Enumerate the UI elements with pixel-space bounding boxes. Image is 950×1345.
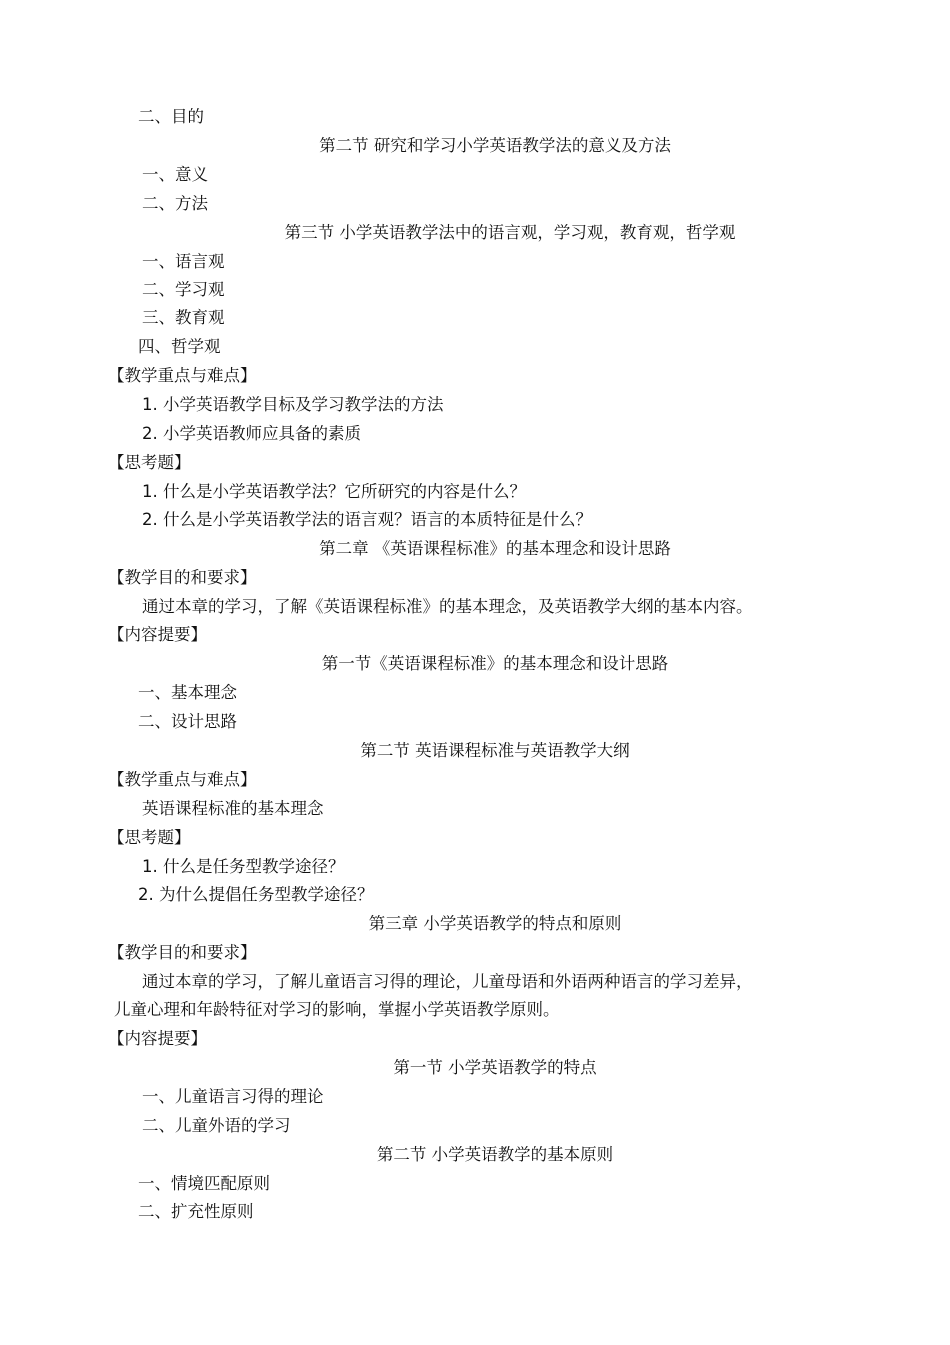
- section-heading: 第二节 小学英语教学的基本原则: [376, 1145, 614, 1164]
- bracket-heading: 【教学目的和要求】: [108, 943, 257, 962]
- bracket-heading: 【内容提要】: [108, 1029, 207, 1048]
- section-heading: 第一节 小学英语教学的特点: [393, 1058, 597, 1077]
- section-heading: 第三节 小学英语教学法中的语言观，学习观，教育观，哲学观: [284, 223, 736, 242]
- numbered-item: 1. 什么是任务型教学途径？: [142, 857, 345, 876]
- chapter-heading: 第三章 小学英语教学的特点和原则: [368, 914, 622, 933]
- outline-item: 二、目的: [138, 107, 204, 126]
- outline-item: 三、教育观: [142, 308, 225, 327]
- outline-item: 一、儿童语言习得的理论: [142, 1087, 324, 1106]
- section-heading: 第二节 英语课程标准与英语教学大纲: [360, 741, 630, 760]
- outline-item: 一、情境匹配原则: [138, 1174, 270, 1193]
- bracket-heading: 【教学重点与难点】: [108, 770, 257, 789]
- numbered-item: 2. 为什么提倡任务型教学途径？: [138, 885, 374, 904]
- numbered-item: 2. 什么是小学英语教学法的语言观？语言的本质特征是什么？: [142, 510, 592, 529]
- numbered-item: 1. 什么是小学英语教学法？它所研究的内容是什么？: [142, 482, 526, 501]
- paragraph-line: 英语课程标准的基本理念: [142, 799, 324, 818]
- bracket-heading: 【内容提要】: [108, 625, 207, 644]
- outline-item: 二、儿童外语的学习: [142, 1116, 291, 1135]
- outline-item: 二、扩充性原则: [138, 1202, 254, 1221]
- numbered-item: 2. 小学英语教师应具备的素质: [142, 424, 361, 443]
- chapter-heading: 第二章 《英语课程标准》的基本理念和设计思路: [319, 539, 671, 558]
- bracket-heading: 【教学目的和要求】: [108, 568, 257, 587]
- outline-item: 二、学习观: [142, 280, 225, 299]
- bracket-heading: 【思考题】: [108, 453, 191, 472]
- outline-item: 二、设计思路: [138, 712, 237, 731]
- section-heading: 第二节 研究和学习小学英语教学法的意义及方法: [319, 136, 671, 155]
- outline-item: 一、意义: [142, 165, 208, 184]
- outline-item: 四、哲学观: [138, 337, 221, 356]
- paragraph-line: 儿童心理和年龄特征对学习的影响，掌握小学英语教学原则。: [114, 1000, 560, 1019]
- numbered-item: 1. 小学英语教学目标及学习教学法的方法: [142, 395, 444, 414]
- outline-item: 二、方法: [142, 194, 208, 213]
- outline-item: 一、语言观: [142, 252, 225, 271]
- section-heading: 第一节《英语课程标准》的基本理念和设计思路: [321, 654, 669, 673]
- paragraph-line: 通过本章的学习，了解儿童语言习得的理论，儿童母语和外语两种语言的学习差异，: [142, 972, 753, 991]
- bracket-heading: 【教学重点与难点】: [108, 366, 257, 385]
- paragraph-line: 通过本章的学习，了解《英语课程标准》的基本理念，及英语教学大纲的基本内容。: [142, 597, 753, 616]
- outline-item: 一、基本理念: [138, 683, 237, 702]
- bracket-heading: 【思考题】: [108, 828, 191, 847]
